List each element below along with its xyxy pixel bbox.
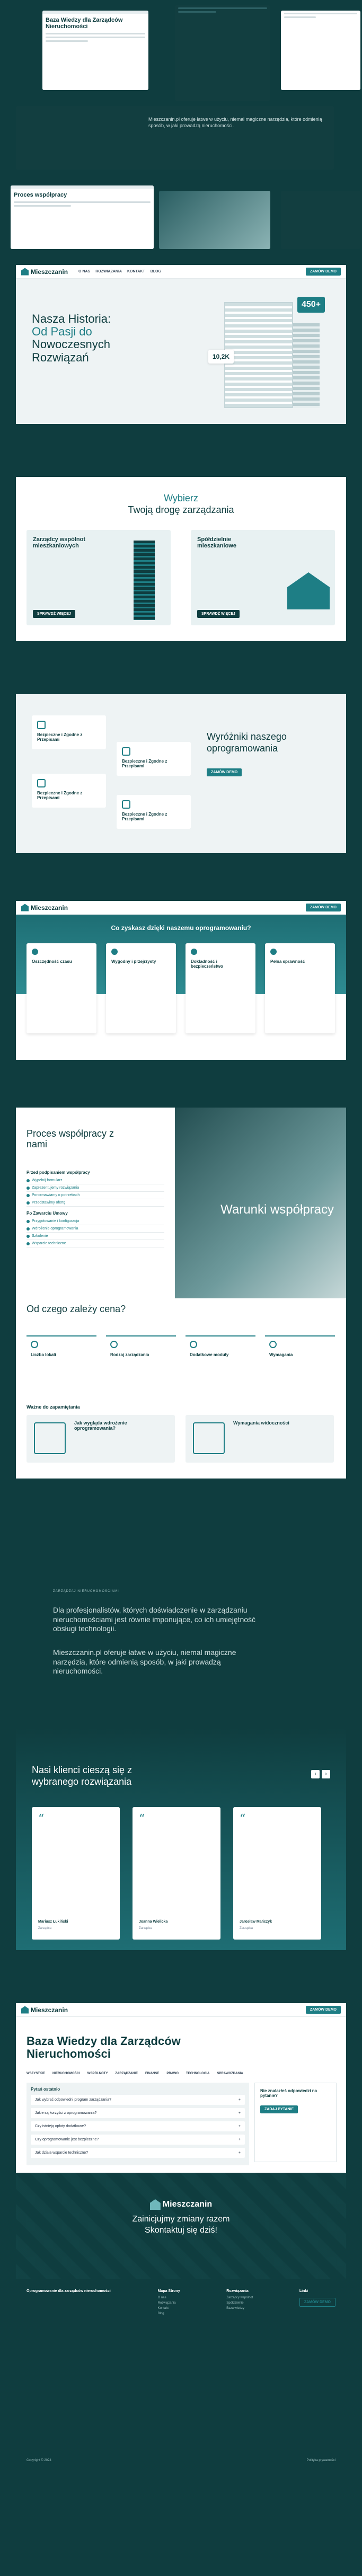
faq-item[interactable]	[31, 2121, 245, 2131]
dark-photo-card	[16, 106, 334, 170]
testimonials-title-line2: wybranego rozwiązania	[32, 1776, 132, 1787]
gain-section	[16, 901, 346, 1060]
footer-tagline	[16, 2214, 346, 2236]
faq-question: Czy istnieją opłaty dodatkowe?	[35, 2124, 86, 2128]
quote-icon: “	[139, 1812, 145, 1826]
option-button[interactable]: SPRAWDŹ WIĘCEJ	[197, 610, 240, 618]
feature-card	[117, 795, 191, 829]
logo-text: Mieszczanin	[162, 2200, 213, 2209]
logo[interactable]	[21, 268, 68, 276]
collage	[0, 0, 362, 265]
logo-text: Mieszczanin	[31, 904, 68, 911]
plus-icon: +	[238, 2111, 241, 2115]
price-factor-card	[27, 1335, 96, 1388]
house-illustration	[282, 541, 330, 620]
footer-link[interactable]: Blog	[157, 2312, 164, 2315]
process-step: Szkolenie	[27, 1233, 164, 1240]
process-step: Porozmawiamy o potrzebach	[27, 1192, 164, 1199]
kb-preview-card	[42, 11, 148, 90]
logo[interactable]	[21, 904, 68, 911]
features-title-line1: Wyróżniki naszego	[207, 731, 287, 742]
logo[interactable]	[21, 2006, 68, 2014]
process-list	[27, 1166, 164, 1247]
hero-title-highlight: Od Pasji do	[32, 325, 92, 339]
testimonials-title	[32, 1765, 132, 1787]
features-title-line2: oprogramowania	[207, 742, 278, 754]
feature-title: Bezpieczne i Zgodne z Przepisami	[122, 812, 167, 821]
choose-title: Twoją drogę zarządzania	[128, 504, 234, 515]
gain-card-title: Dokładność i bezpieczeństwo	[191, 959, 223, 969]
shield-icon	[37, 779, 46, 787]
top-nav	[16, 901, 346, 915]
footer-col-title: Oprogramowanie dla zarządców nieruchomości	[27, 2289, 111, 2293]
footer-col-title: Linki	[299, 2289, 308, 2293]
info-card-wdrozenie[interactable]	[27, 1415, 175, 1463]
faq-question: Jak działa wsparcie techniczne?	[35, 2151, 88, 2155]
shield-icon	[122, 800, 130, 809]
footer-tagline-line2: Skontaktuj się dziś!	[145, 2225, 217, 2235]
demo-button[interactable]: ZAMÓW DEMO	[306, 268, 341, 276]
process-step: Wsparcie techniczne	[27, 1240, 164, 1247]
process-sub-after: Po Zawarciu Umowy	[27, 1211, 68, 1216]
feature-title: Bezpieczne i Zgodne z Przepisami	[37, 732, 83, 742]
shield-icon	[122, 747, 130, 756]
footer-bottom	[27, 2459, 335, 2462]
tab-zarzadzanie[interactable]: ZARZĄDZANIE	[115, 2072, 138, 2075]
footer-cta	[16, 2199, 346, 2236]
faq-item[interactable]	[31, 2095, 245, 2105]
check-icon	[191, 949, 197, 955]
info-card-wymagania[interactable]	[186, 1415, 334, 1463]
tab-prawo[interactable]: PRAWO	[166, 2072, 179, 2075]
info-card-title: Jak wygląda wdrożenie oprogramowania?	[74, 1420, 127, 1431]
footer-col-links	[299, 2289, 335, 2317]
process-sub-before: Przed podpisaniem współpracy	[27, 1170, 90, 1175]
feature-card	[32, 774, 106, 808]
ask-question-title: Nie znalazłeś odpowiedzi na pytanie?	[260, 2088, 317, 2098]
check-icon	[111, 949, 118, 955]
option-button[interactable]: SPRAWDŹ WIĘCEJ	[33, 610, 75, 618]
dark-small-card	[281, 191, 360, 249]
demo-button[interactable]: ZAMÓW DEMO	[306, 2006, 341, 2014]
logo-mark-icon	[21, 2006, 29, 2014]
option-card-wspolnoty[interactable]	[27, 530, 171, 625]
footer-col-solutions	[226, 2289, 253, 2317]
logo-text: Mieszczanin	[31, 268, 68, 276]
factor-icon	[31, 1341, 38, 1348]
footer-link[interactable]: Spółdzielnie	[226, 2301, 244, 2305]
option-card-spoldzielnie[interactable]	[191, 530, 335, 625]
nav-links	[78, 270, 161, 273]
hero-title-pre: Nasza Historia:	[32, 312, 111, 325]
ask-question-button[interactable]: ZADAJ PYTANIE	[260, 2105, 298, 2113]
quote-section	[16, 1526, 346, 1728]
faq-question: Jakie są korzyści z oprogramowania?	[35, 2111, 97, 2115]
testimonial-role: Zarządca	[240, 1927, 253, 1930]
footer-link[interactable]: Kontakt	[157, 2307, 169, 2310]
logo-mark-icon	[150, 2199, 161, 2210]
footer-link[interactable]: O nas	[157, 2296, 166, 2299]
factor-title: Rodzaj zarządzania	[110, 1352, 149, 1357]
tab-wszystkie[interactable]: WSZYSTKIE	[27, 2072, 46, 2075]
dark-preview-card	[175, 5, 270, 101]
info-card-title: Wymagania widoczności	[233, 1420, 289, 1426]
price-section	[16, 1298, 346, 1479]
tab-finanse[interactable]: FINANSE	[145, 2072, 160, 2075]
testimonials-section	[16, 1728, 346, 1950]
process-overlay-text: Warunki współpracy	[220, 1202, 334, 1217]
nav-link-o-nas[interactable]: O NAS	[78, 270, 91, 273]
faq-list	[27, 2083, 249, 2165]
testimonial-role: Zarządca	[38, 1927, 52, 1930]
top-nav	[16, 2003, 346, 2017]
plus-icon: +	[238, 2124, 241, 2128]
tab-wspolnoty[interactable]: WSPÓLNOTY	[87, 2072, 108, 2075]
feature-title: Bezpieczne i Zgodne z Przepisami	[37, 791, 83, 800]
footer-link[interactable]: Rozwiązania	[157, 2301, 176, 2305]
faq-item[interactable]	[31, 2135, 245, 2145]
footer-col-title: Rozwiązania	[226, 2289, 249, 2293]
arrow-right-icon[interactable]: ›	[322, 1770, 330, 1778]
feature-card	[32, 715, 106, 749]
tab-sprawozdania[interactable]: SPRAWOZDANIA	[217, 2072, 243, 2075]
footer-col-company	[27, 2289, 111, 2317]
nav-link-kontakt[interactable]: KONTAKT	[127, 270, 145, 273]
features-title	[207, 731, 287, 754]
arrow-left-icon[interactable]: ‹	[311, 1770, 320, 1778]
ask-question-box	[254, 2083, 337, 2162]
faq-item[interactable]	[31, 2148, 245, 2158]
footer-logo[interactable]	[16, 2199, 346, 2210]
gain-card	[27, 943, 96, 1033]
faq-question: Jak wybrać odpowiedni program zarządzania?	[35, 2098, 111, 2102]
factor-title: Liczba lokali	[31, 1352, 56, 1357]
quote-icon: “	[38, 1812, 45, 1826]
quote-paragraph-1: Dla profesjonalistów, których doświadczenie w zarządzaniu nieruchomościami jest równie imponujące, co ich umiejętność obsługi technologii.	[53, 1606, 256, 1633]
testimonials-title-line1: Nasi klienci cieszą się z	[32, 1765, 133, 1775]
gain-card-title: Pełna sprawność	[270, 959, 305, 964]
gain-card	[106, 943, 176, 1033]
choose-heading	[16, 493, 346, 516]
stat-badge-10k: 10,2K	[208, 350, 234, 364]
price-factor-card	[265, 1335, 335, 1388]
option-title: Spółdzielnie mieszkaniowe	[197, 536, 236, 549]
footer-columns	[27, 2289, 335, 2317]
price-title: Od czego zależy cena?	[27, 1304, 126, 1314]
features-demo-button[interactable]: ZAMÓW DEMO	[207, 768, 242, 776]
top-nav	[16, 265, 346, 279]
process-step: Przygotowanie i konfiguracja	[27, 1218, 164, 1225]
factor-icon	[110, 1341, 118, 1348]
gain-card-title: Oszczędność czasu	[32, 959, 72, 964]
footer	[16, 2173, 346, 2576]
footer-col-sitemap	[158, 2289, 180, 2317]
gain-card	[186, 943, 255, 1033]
faq-title: Pytań ostatnio	[31, 2087, 60, 2092]
proc-preview-title: Proces współpracy	[14, 192, 67, 198]
gain-card-title: Wygodny i przejrzysty	[111, 959, 156, 964]
process-step: Zaprezentujemy rozwiązania	[27, 1184, 164, 1192]
testimonial-role: Zarządca	[139, 1927, 153, 1930]
process-step: Wypełnij formularz	[27, 1177, 164, 1184]
side-preview-card	[281, 11, 360, 90]
stat-badge-450: 450+	[297, 297, 325, 313]
price-factor-card	[106, 1335, 176, 1388]
testimonial-name: Joanna Wielicka	[139, 1920, 168, 1924]
process-section	[16, 1108, 346, 1298]
tab-nieruchomosci[interactable]: NIERUCHOMOŚCI	[52, 2072, 80, 2075]
tower-illustration	[118, 541, 165, 620]
checklist-icon	[193, 1422, 225, 1454]
testimonial-name: Mariusz Łukiński	[38, 1920, 68, 1924]
price-factor-card	[186, 1335, 255, 1388]
privacy-link[interactable]: Polityka prywatności	[306, 2459, 335, 2462]
check-icon	[270, 949, 277, 955]
knowledge-title: Baza Wiedzy dla Zarządców Nieruchomości	[27, 2034, 181, 2061]
testimonial-card	[133, 1807, 220, 1940]
demo-button[interactable]: ZAMÓW DEMO	[306, 904, 341, 911]
plus-icon: +	[238, 2151, 241, 2155]
feature-card	[117, 742, 191, 776]
process-title: Proces współpracy z nami	[27, 1128, 114, 1149]
tab-technologia[interactable]: TECHNOLOGIA	[186, 2072, 210, 2075]
photo-preview-card	[159, 191, 270, 249]
features-section	[16, 694, 346, 853]
factor-title: Wymagania	[269, 1352, 293, 1357]
kb-preview-title: Baza Wiedzy dla Zarządców Nieruchomości	[46, 17, 123, 30]
factor-icon	[269, 1341, 277, 1348]
hero-section	[16, 265, 346, 424]
hero-title	[32, 313, 170, 364]
nav-link-blog[interactable]: BLOG	[150, 270, 161, 273]
choose-section	[16, 477, 346, 641]
factor-title: Dodatkowe moduły	[190, 1352, 229, 1357]
logo-text: Mieszczanin	[31, 2006, 68, 2014]
nav-link-rozwiazania[interactable]: ROZWIĄZANIA	[95, 270, 122, 273]
testimonial-card	[233, 1807, 321, 1940]
logo-mark-icon	[21, 268, 29, 276]
proc-preview-card	[11, 185, 154, 249]
copyright: Copyright © 2024	[27, 2459, 51, 2462]
carousel-arrows	[311, 1770, 330, 1778]
factor-icon	[190, 1341, 197, 1348]
footer-demo-button[interactable]: ZAMÓW DEMO	[299, 2298, 335, 2307]
feature-title: Bezpieczne i Zgodne z Przepisami	[122, 759, 167, 768]
footer-col-title: Mapa Strony	[157, 2289, 180, 2293]
quote-tag: ZARZĄDZAJ NIERUCHOMOŚCIAMI	[53, 1590, 119, 1593]
footer-tagline-line1: Zainicjujmy zmiany razem	[132, 2215, 230, 2224]
footer-link[interactable]: Baza wiedzy	[226, 2307, 244, 2310]
plus-icon: +	[238, 2098, 241, 2102]
footer-link[interactable]: Zarządcy wspólnot	[226, 2296, 253, 2299]
choose-pre: Wybierz	[164, 493, 198, 503]
price-note-title: Ważne do zapamiętania	[27, 1404, 80, 1410]
testimonial-name: Jarosław Mańczyk	[240, 1920, 272, 1924]
knowledge-tabs	[27, 2072, 243, 2075]
gain-card	[265, 943, 335, 1033]
hero-title-post: Nowoczesnych Rozwiązań	[32, 338, 110, 364]
check-icon	[32, 949, 38, 955]
collage-quote: Mieszczanin.pl oferuje łatwe w użyciu, niemal magiczne narzędzia, które odmienią sposób, w jaki prowadzą nieruchomości.	[148, 117, 322, 128]
process-photo	[175, 1108, 346, 1298]
option-title: Zarządcy wspólnot mieszkaniowych	[33, 536, 86, 549]
faq-item[interactable]	[31, 2108, 245, 2118]
process-step: Wdrożenie oprogramowania	[27, 1225, 164, 1233]
knowledge-section	[16, 2003, 346, 2173]
testimonial-card	[32, 1807, 120, 1940]
logo-mark-icon	[21, 904, 29, 911]
faq-question: Czy oprogramowanie jest bezpieczne?	[35, 2138, 99, 2141]
shield-icon	[37, 721, 46, 729]
quote-icon: “	[240, 1812, 246, 1826]
building-illustration	[203, 291, 325, 413]
process-step: Przedstawimy ofertę	[27, 1199, 164, 1207]
gain-title: Co zyskasz dzięki naszemu oprogramowaniu?	[111, 924, 251, 932]
plus-icon: +	[238, 2138, 241, 2141]
quote-paragraph-2: Mieszczanin.pl oferuje łatwe w użyciu, niemal magiczne narzędzia, które odmienią sposób, w jaki prowadzą nieruchomości.	[53, 1648, 236, 1675]
monitor-icon	[34, 1422, 66, 1454]
